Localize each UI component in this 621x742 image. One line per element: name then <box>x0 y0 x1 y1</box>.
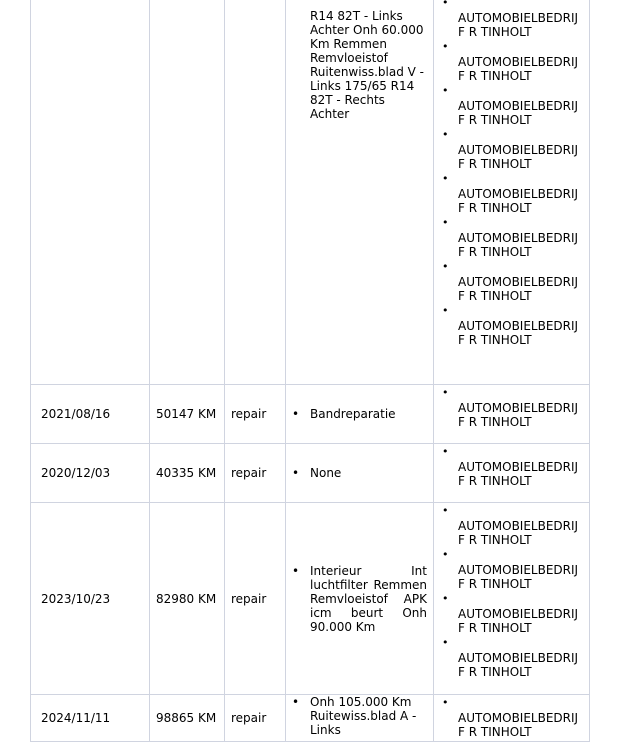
description-text: Bandreparatie <box>310 407 396 421</box>
type-cell: repair <box>225 503 286 695</box>
date-cell: 2021/08/16 <box>31 385 150 444</box>
garage-name: AUTOMOBIELBEDRIJF R TINHOLT <box>458 143 579 171</box>
bullet-icon: • <box>292 407 300 421</box>
bullet-icon: • <box>442 216 449 229</box>
bullet-icon: • <box>442 84 449 97</box>
description-cell <box>286 0 434 385</box>
garage-name: AUTOMOBIELBEDRIJF R TINHOLT <box>458 401 579 429</box>
description-cell <box>286 503 434 695</box>
bullet-icon: • <box>442 304 449 317</box>
garage-list <box>434 385 589 429</box>
bullet-icon: • <box>292 563 300 578</box>
garage-name: AUTOMOBIELBEDRIJF R TINHOLT <box>458 651 579 679</box>
table-row <box>31 385 590 444</box>
table-row <box>31 444 590 503</box>
list-item <box>442 548 589 591</box>
garage-list <box>434 444 589 488</box>
bullet-icon: • <box>442 128 449 141</box>
table-row <box>31 695 590 742</box>
bullet-icon: • <box>442 592 449 605</box>
description-text: Interieur Int luchtfilter Remmen Remvloeistof APK icm beurt Onh 90.000 Km <box>310 563 427 634</box>
type-cell: repair <box>225 695 286 742</box>
table-row <box>31 503 590 695</box>
garage-name: AUTOMOBIELBEDRIJF R TINHOLT <box>458 519 579 547</box>
garage-list <box>434 0 589 347</box>
bullet-icon: • <box>442 548 449 561</box>
list-item <box>442 128 589 171</box>
date-cell: 2020/12/03 <box>31 444 150 503</box>
date-cell: 2024/11/11 <box>31 695 150 742</box>
garage-cell <box>434 503 590 695</box>
bullet-icon: • <box>442 504 449 517</box>
date-cell <box>31 0 150 385</box>
description-cell <box>286 444 434 503</box>
type-cell: repair <box>225 444 286 503</box>
bullet-icon: • <box>292 466 300 480</box>
list-item <box>442 445 589 488</box>
type-cell <box>225 0 286 385</box>
table-row <box>31 0 590 385</box>
description-item <box>286 564 433 634</box>
list-item <box>442 40 589 83</box>
garage-name: AUTOMOBIELBEDRIJF R TINHOLT <box>458 55 579 83</box>
garage-name: AUTOMOBIELBEDRIJF R TINHOLT <box>458 99 579 127</box>
description-cell <box>286 695 434 742</box>
garage-cell <box>434 0 590 385</box>
list-item <box>442 172 589 215</box>
mileage-cell: 50147 KM <box>150 385 225 444</box>
description-cell <box>286 385 434 444</box>
type-cell: repair <box>225 385 286 444</box>
description-item <box>286 407 433 421</box>
garage-list <box>434 695 589 739</box>
list-item <box>442 696 589 739</box>
garage-name: AUTOMOBIELBEDRIJF R TINHOLT <box>458 711 579 739</box>
garage-cell <box>434 695 590 742</box>
garage-list <box>434 503 589 679</box>
garage-name: AUTOMOBIELBEDRIJF R TINHOLT <box>458 11 579 39</box>
description-text: None <box>310 466 342 480</box>
list-item <box>442 592 589 635</box>
maintenance-history-table <box>30 0 590 742</box>
list-item <box>442 636 589 679</box>
garage-name: AUTOMOBIELBEDRIJF R TINHOLT <box>458 319 579 347</box>
description-item <box>286 695 433 737</box>
description-item <box>286 466 433 480</box>
bullet-icon: • <box>442 172 449 185</box>
bullet-icon: • <box>442 260 449 273</box>
garage-name: AUTOMOBIELBEDRIJF R TINHOLT <box>458 231 579 259</box>
garage-cell <box>434 385 590 444</box>
mileage-cell: 40335 KM <box>150 444 225 503</box>
list-item <box>442 260 589 303</box>
list-item <box>442 304 589 347</box>
description-text: Onh 105.000 Km Ruitewiss.blad A - Links <box>310 695 417 737</box>
bullet-icon: • <box>442 636 449 649</box>
garage-name: AUTOMOBIELBEDRIJF R TINHOLT <box>458 460 579 488</box>
garage-name: AUTOMOBIELBEDRIJF R TINHOLT <box>458 187 579 215</box>
garage-cell <box>434 444 590 503</box>
list-item <box>442 0 589 39</box>
bullet-icon: • <box>442 0 449 9</box>
bullet-icon: • <box>442 696 449 709</box>
bullet-icon: • <box>442 445 449 458</box>
list-item <box>442 386 589 429</box>
list-item <box>442 216 589 259</box>
mileage-cell: 82980 KM <box>150 503 225 695</box>
garage-name: AUTOMOBIELBEDRIJF R TINHOLT <box>458 607 579 635</box>
list-item <box>442 504 589 547</box>
date-cell: 2023/10/23 <box>31 503 150 695</box>
garage-name: AUTOMOBIELBEDRIJF R TINHOLT <box>458 563 579 591</box>
list-item <box>442 84 589 127</box>
garage-name: AUTOMOBIELBEDRIJF R TINHOLT <box>458 275 579 303</box>
description-text: R14 82T - Links Achter Onh 60.000 Km Remmen Remvloeistof Ruitenwiss.blad V - Links 175/65 R14 82T - Rechts Achter <box>310 9 424 121</box>
bullet-icon: • <box>292 695 300 709</box>
mileage-cell: 98865 KM <box>150 695 225 742</box>
mileage-cell <box>150 0 225 385</box>
bullet-icon: • <box>442 386 449 399</box>
bullet-icon: • <box>442 40 449 53</box>
